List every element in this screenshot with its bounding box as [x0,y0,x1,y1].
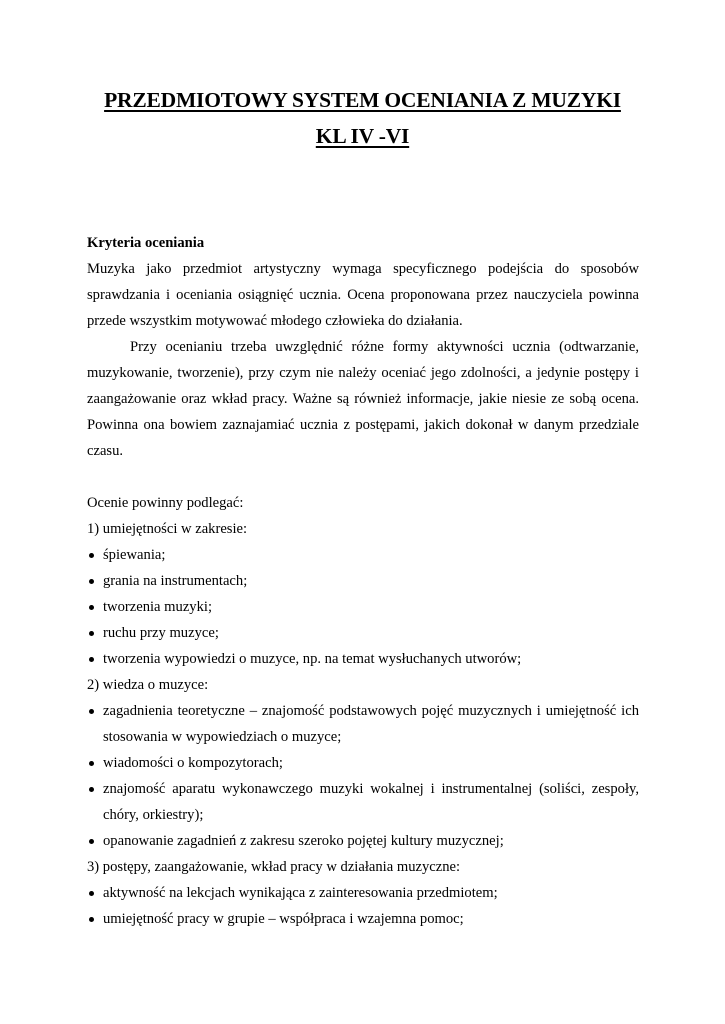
criteria-intro: Ocenie powinny podlegać: [87,495,244,511]
bullet-list [87,698,639,854]
list-item: grania na instrumentach; [87,568,639,594]
paragraph-2: Przy ocenianiu trzeba uwzględnić różne formy aktywności ucznia (odtwarzanie, muzykowanie, tworzenie), przy czym nie należy oceniać jego zdolności, a jedynie postępy i zaangażowanie oraz wkład pracy. Ważne są również informacje, jakie niesie ze sobą ocena. Powinna ona bowiem zaznajamiać ucznia z postępami, jakich dokonał w danym przedziale czasu. [87,339,639,459]
list-item: tworzenia muzyki; [87,594,639,620]
group-label: 2) wiedza o muzyce: [87,677,209,693]
group-label: 3) postępy, zaangażowanie, wkład pracy w działania muzyczne: [87,859,461,875]
list-item: śpiewania; [87,542,639,568]
list-item: umiejętność pracy w grupie – współpraca i wzajemna pomoc; [87,906,639,932]
section-heading: Kryteria oceniania [87,235,205,251]
list-item: aktywność na lekcjach wynikająca z zainteresowania przedmiotem; [87,880,639,906]
list-item: znajomość aparatu wykonawczego muzyki wokalnej i instrumentalnej (soliści, zespoły, chóry, orkiestry); [87,776,639,828]
list-item: opanowanie zagadnień z zakresu szeroko pojętej kultury muzycznej; [87,828,639,854]
list-item: tworzenia wypowiedzi o muzyce, np. na temat wysłuchanych utworów; [87,646,639,672]
group-label: 1) umiejętności w zakresie: [87,521,248,537]
list-item: wiadomości o kompozytorach; [87,750,639,776]
bullet-list [87,542,639,672]
list-item: ruchu przy muzyce; [87,620,639,646]
paragraph-1: Muzyka jako przedmiot artystyczny wymaga specyficznego podejścia do sposobów sprawdzania i oceniania osiągnięć ucznia. Ocena proponowana przez nauczyciela powinna przede wszystkim motywować młodego człowieka do działania. [87,261,639,329]
page-subtitle: KL IV -VI [315,124,410,148]
list-item: zagadnienia teoretyczne – znajomość podstawowych pojęć muzycznych i umiejętność ich stosowania w wypowiedziach o muzyce; [87,698,639,750]
page-title: PRZEDMIOTOWY SYSTEM OCENIANIA Z MUZYKI [104,88,621,112]
document-body [87,230,639,932]
spacer [87,464,639,490]
bullet-list [87,880,639,932]
